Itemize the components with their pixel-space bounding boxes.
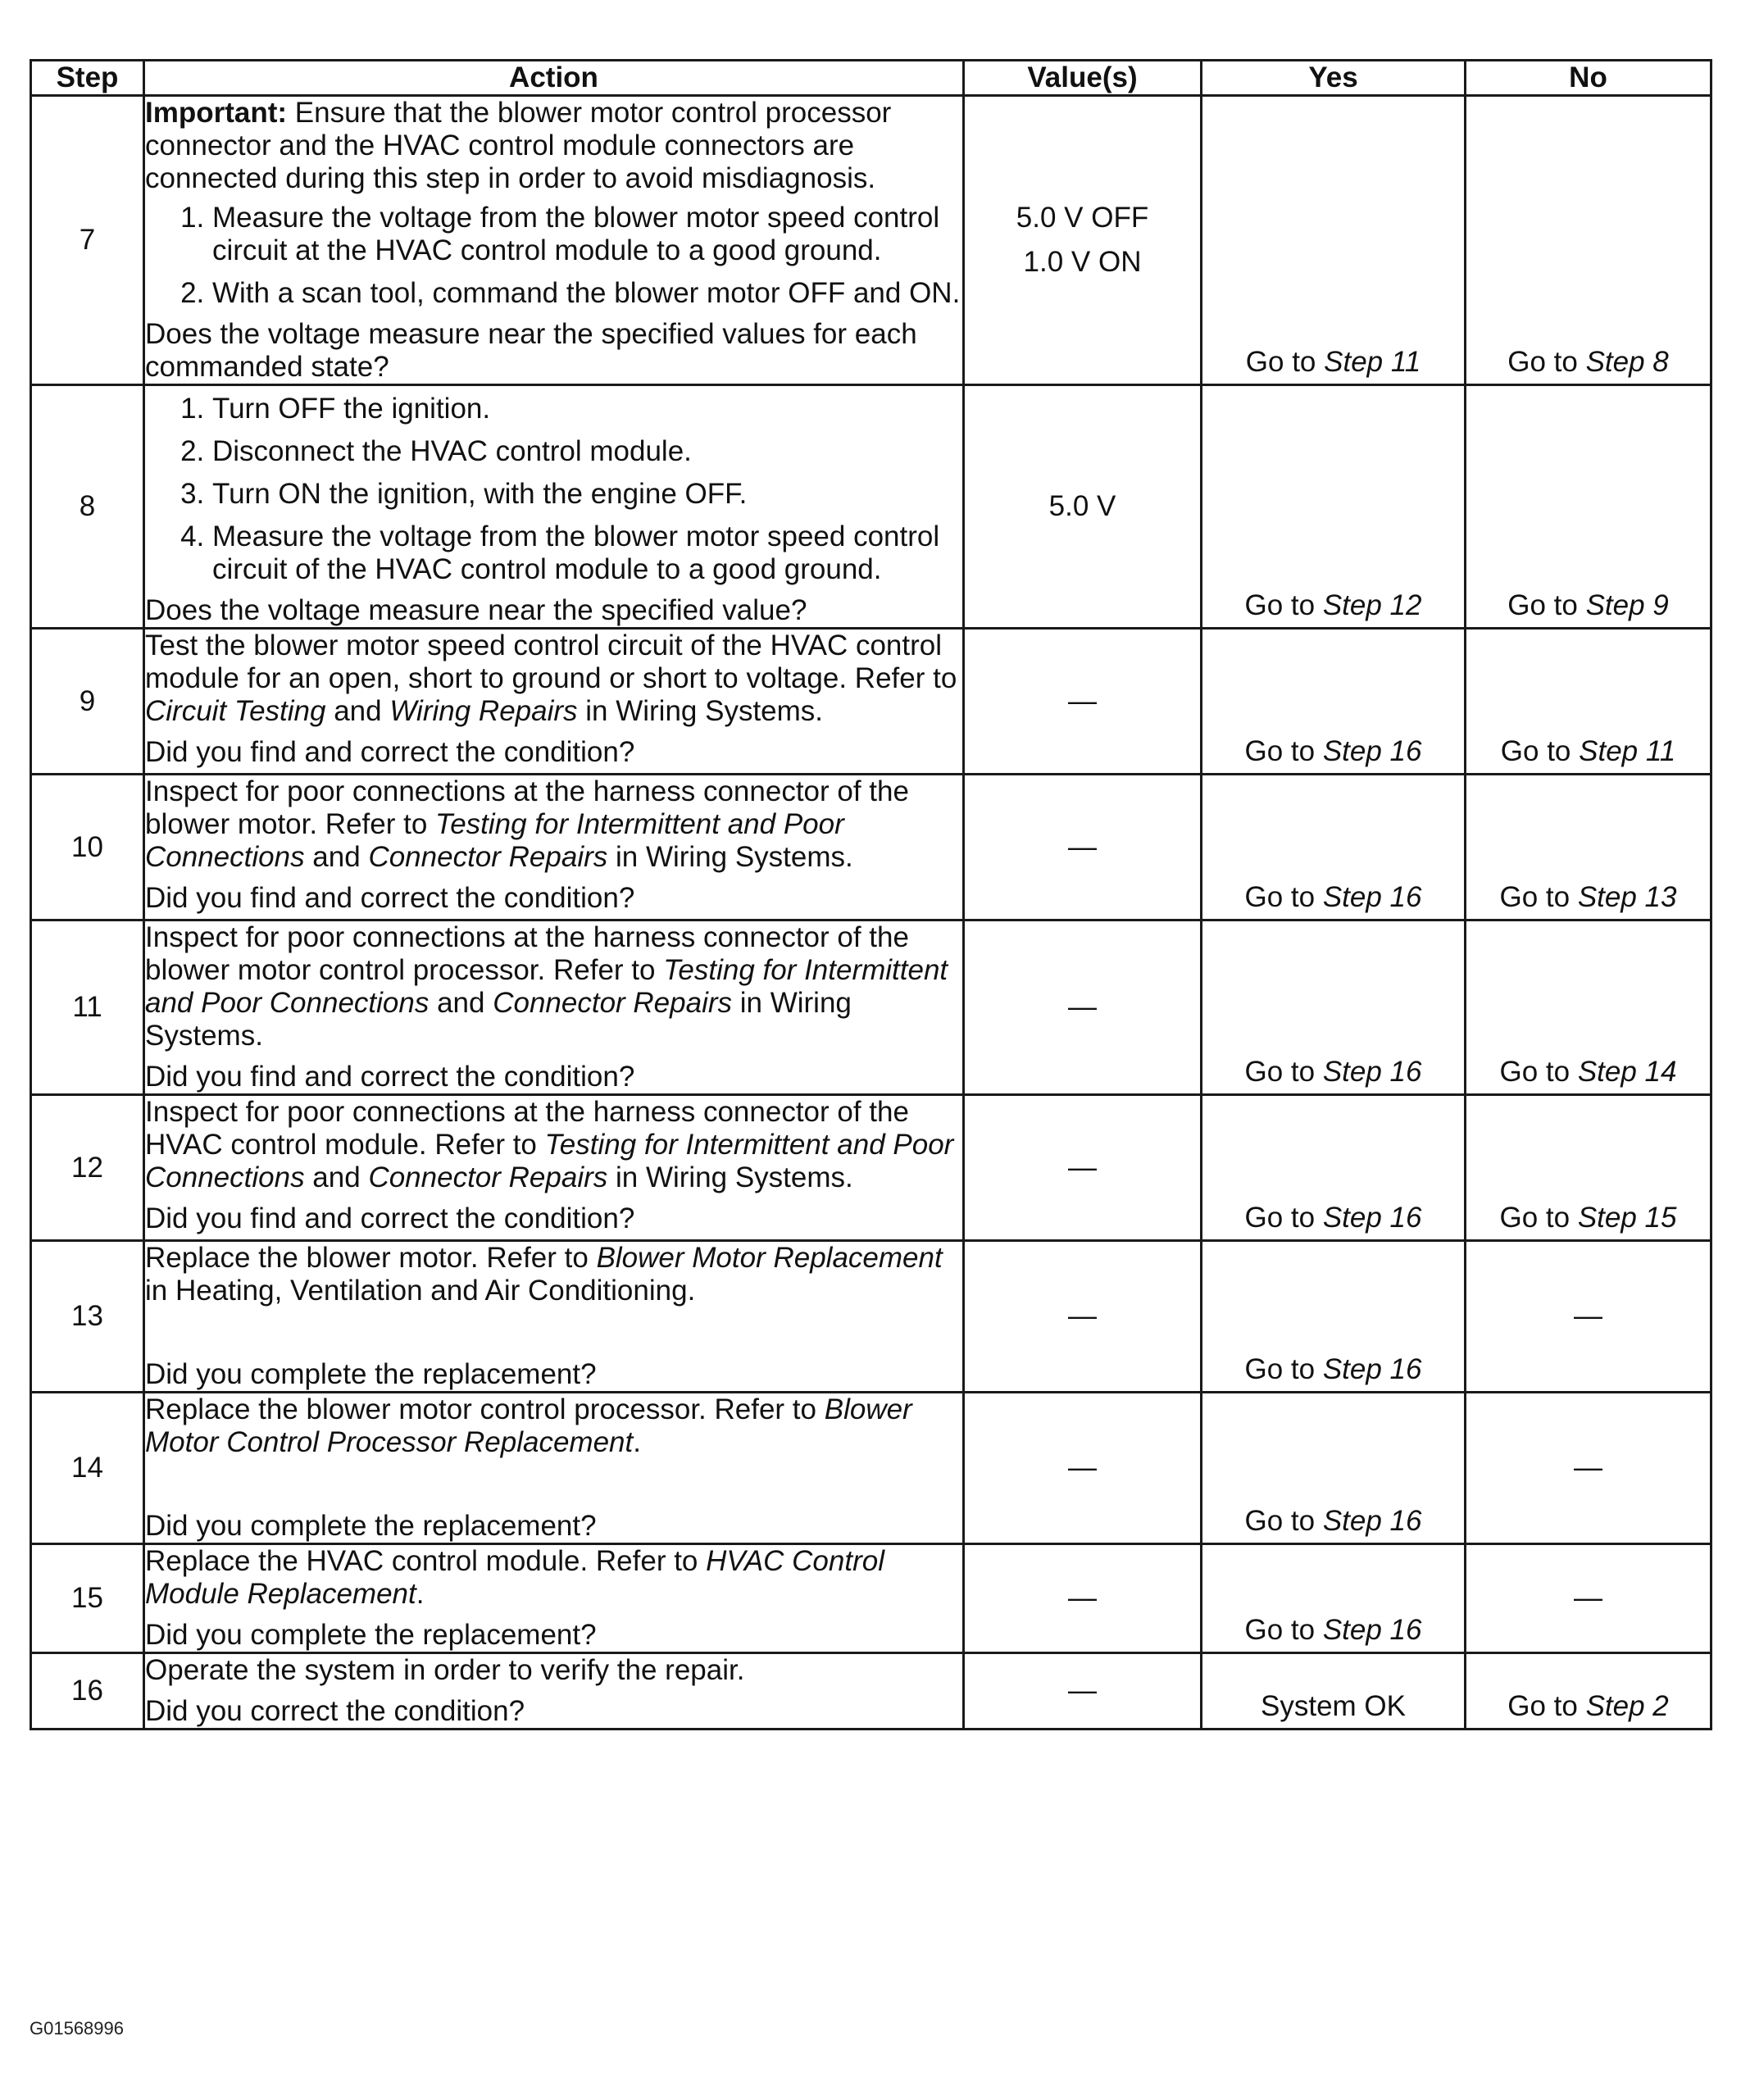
action-text — [145, 630, 962, 728]
question-text: Did you find and correct the condition? — [145, 882, 635, 914]
yes-cell — [1202, 1544, 1466, 1653]
action-text — [145, 775, 962, 874]
no-step-ref: Step 8 — [1585, 346, 1669, 378]
values-cell — [964, 1241, 1202, 1393]
table-row — [31, 920, 1711, 1095]
yes-result — [1202, 589, 1464, 627]
question-text: Did you complete the replacement? — [145, 1358, 597, 1390]
question-text: Does the voltage measure near the specified value? — [145, 594, 807, 626]
value-item: 5.0 V OFF — [1016, 202, 1149, 234]
yes-prefix: Go to — [1244, 1505, 1323, 1537]
value-item: — — [1068, 684, 1097, 717]
values-cell — [964, 1095, 1202, 1241]
no-step-ref: Step 11 — [1579, 735, 1676, 767]
no-cell — [1466, 385, 1711, 629]
values-cell — [964, 385, 1202, 629]
procedure-step: 3. Turn ON the ignition, with the engine OFF. — [212, 478, 962, 511]
procedure-step: 1. Measure the voltage from the blower motor speed control circuit at the HVAC control module to a good ground. — [212, 202, 962, 267]
yes-cell — [1202, 775, 1466, 920]
no-cell — [1466, 920, 1711, 1095]
procedure-step: 2. Disconnect the HVAC control module. — [212, 435, 962, 468]
value-item: — — [1068, 991, 1097, 1023]
yes-prefix: Go to — [1244, 735, 1323, 767]
action-text-segment: in Heating, Ventilation and Air Conditioning. — [145, 1275, 696, 1307]
action-cell — [144, 96, 964, 385]
question-text: Did you find and correct the condition? — [145, 1202, 635, 1234]
no-cell: — — [1466, 1544, 1711, 1653]
procedure-step: 2. With a scan tool, command the blower motor OFF and ON. — [212, 277, 962, 310]
yes-cell — [1202, 1241, 1466, 1393]
no-prefix: Go to — [1499, 1056, 1578, 1088]
step-number: 11 — [31, 920, 144, 1095]
step-number: 12 — [31, 1095, 144, 1241]
figure-code: G01568996 — [30, 2018, 124, 2039]
no-prefix: Go to — [1499, 1202, 1578, 1234]
yes-prefix: Go to — [1244, 1202, 1323, 1234]
yes-result — [1202, 881, 1464, 919]
table-row — [31, 1544, 1711, 1653]
question-text: Did you complete the replacement? — [145, 1510, 597, 1542]
values-cell — [964, 96, 1202, 385]
header-no: No — [1466, 61, 1711, 96]
values-cell — [964, 1653, 1202, 1730]
reference-link-text: Connector Repairs — [368, 841, 608, 873]
no-cell — [1466, 775, 1711, 920]
value-item: — — [1068, 1151, 1097, 1184]
values-cell — [964, 629, 1202, 775]
action-cell — [144, 1095, 964, 1241]
yes-cell — [1202, 96, 1466, 385]
procedure-list — [145, 393, 962, 586]
procedure-step: 1. Turn OFF the ignition. — [212, 393, 962, 425]
action-text-segment: Inspect for poor connections at the harness connector of the blower motor. Refer to — [145, 775, 909, 840]
values-cell — [964, 1393, 1202, 1544]
action-text-segment: Test the blower motor speed control circuit of the HVAC control module for an open, short to ground or short to voltage. Refer to — [145, 630, 957, 694]
values-cell — [964, 775, 1202, 920]
action-text-segment: in Wiring Systems. — [577, 695, 824, 727]
no-prefix: Go to — [1499, 881, 1578, 913]
no-result — [1466, 735, 1710, 773]
value-item: — — [1068, 1582, 1097, 1614]
action-text-segment: Inspect for poor connections at the harness connector of the blower motor control processor. Refer to — [145, 921, 909, 986]
yes-step-ref: Step 12 — [1322, 589, 1422, 621]
yes-result — [1202, 346, 1464, 384]
diagnostic-table — [30, 59, 1712, 1730]
table-body — [31, 96, 1711, 1730]
values-cell — [964, 1544, 1202, 1653]
important-text: Ensure that the blower motor control processor connector and the HVAC control module connectors are connected during this step in order to avoid misdiagnosis. — [145, 97, 892, 194]
yes-cell — [1202, 1095, 1466, 1241]
yes-result — [1202, 735, 1464, 773]
action-text-segment: Replace the blower motor. Refer to — [145, 1242, 597, 1274]
no-step-ref: Step 14 — [1577, 1056, 1677, 1088]
no-prefix: Go to — [1507, 589, 1586, 621]
no-result — [1466, 1056, 1710, 1093]
no-cell — [1466, 629, 1711, 775]
header-row — [31, 61, 1711, 96]
yes-step-ref: Step 16 — [1322, 1202, 1422, 1234]
step-number: 7 — [31, 96, 144, 385]
yes-cell — [1202, 385, 1466, 629]
procedure-list — [145, 202, 962, 310]
action-text-segment: and — [429, 987, 493, 1019]
header-step: Step — [31, 61, 144, 96]
yes-step-ref: Step 16 — [1322, 735, 1422, 767]
action-text — [145, 1393, 962, 1459]
step-number: 13 — [31, 1241, 144, 1393]
question-text: Did you find and correct the condition? — [145, 736, 635, 768]
action-text-segment: and — [304, 1161, 369, 1193]
action-cell — [144, 629, 964, 775]
important-label: Important: — [145, 97, 288, 129]
action-text-segment: Inspect for poor connections at the harness connector of the HVAC control module. Refer to — [145, 1096, 909, 1161]
no-cell — [1466, 1653, 1711, 1730]
yes-step-ref: Step 16 — [1322, 881, 1422, 913]
yes-prefix: Go to — [1244, 1353, 1323, 1385]
yes-step-ref: Step 16 — [1322, 1056, 1422, 1088]
action-cell — [144, 385, 964, 629]
reference-link-text: Testing for Intermittent and Poor Connections — [145, 808, 844, 873]
no-cell: — — [1466, 1393, 1711, 1544]
table-row — [31, 775, 1711, 920]
action-cell — [144, 920, 964, 1095]
no-step-ref: Step 2 — [1585, 1690, 1669, 1722]
no-prefix: Go to — [1500, 735, 1580, 767]
spacer — [145, 1307, 962, 1350]
question-text: Did you complete the replacement? — [145, 1619, 597, 1651]
table-row — [31, 1653, 1711, 1730]
reference-link-text: Connector Repairs — [493, 987, 733, 1019]
values-cell — [964, 920, 1202, 1095]
yes-result — [1202, 1202, 1464, 1239]
step-number: 16 — [31, 1653, 144, 1730]
no-result — [1466, 1202, 1710, 1239]
reference-link-text: Testing for Intermittent and Poor Connections — [145, 1129, 954, 1193]
action-text-segment: . — [416, 1578, 425, 1610]
no-cell: — — [1466, 1241, 1711, 1393]
action-text — [145, 1096, 962, 1194]
no-result — [1466, 346, 1710, 384]
value-item: — — [1068, 1300, 1097, 1332]
value-item: — — [1068, 1452, 1097, 1484]
reference-link-text: Circuit Testing — [145, 695, 326, 727]
reference-link-text: Blower Motor Replacement — [596, 1242, 943, 1274]
no-prefix: Go to — [1507, 346, 1586, 378]
action-text — [145, 921, 962, 1052]
no-result — [1466, 1690, 1710, 1728]
table-row — [31, 629, 1711, 775]
table-row — [31, 385, 1711, 629]
procedure-step: 4. Measure the voltage from the blower motor speed control circuit of the HVAC control module to a good ground. — [212, 520, 962, 586]
reference-link-text: Connector Repairs — [368, 1161, 608, 1193]
action-cell — [144, 1653, 964, 1730]
action-text — [145, 1654, 962, 1687]
action-cell — [144, 1393, 964, 1544]
value-item: 1.0 V ON — [1023, 246, 1142, 278]
no-cell — [1466, 96, 1711, 385]
yes-result — [1202, 1353, 1464, 1391]
table-row — [31, 1095, 1711, 1241]
table-row — [31, 96, 1711, 385]
yes-step-ref: Step 16 — [1322, 1505, 1422, 1537]
reference-link-text: HVAC Control Module Replacement — [145, 1545, 884, 1610]
reference-link-text: Testing for Intermittent and Poor Connections — [145, 954, 948, 1019]
action-text-segment: in Wiring Systems. — [145, 987, 852, 1052]
yes-cell — [1202, 920, 1466, 1095]
action-text-segment: Replace the HVAC control module. Refer to — [145, 1545, 707, 1577]
no-step-ref: Step 9 — [1585, 589, 1669, 621]
yes-cell — [1202, 1393, 1466, 1544]
reference-link-text: Wiring Repairs — [389, 695, 578, 727]
yes-cell — [1202, 1653, 1466, 1730]
yes-result — [1202, 1690, 1464, 1728]
spacer — [145, 1459, 962, 1502]
question-text: Does the voltage measure near the specified values for each commanded state? — [145, 318, 917, 383]
yes-prefix: Go to — [1245, 346, 1325, 378]
action-cell — [144, 775, 964, 920]
action-text-segment: Replace the blower motor control processor. Refer to — [145, 1393, 825, 1425]
action-text — [145, 1545, 962, 1611]
value-item: 5.0 V — [1048, 490, 1116, 522]
yes-prefix: Go to — [1244, 589, 1323, 621]
header-values: Value(s) — [964, 61, 1202, 96]
header-action: Action — [144, 61, 964, 96]
yes-prefix: Go to — [1244, 881, 1323, 913]
action-cell — [144, 1241, 964, 1393]
action-text — [145, 1242, 962, 1307]
no-cell — [1466, 1095, 1711, 1241]
action-text-segment: in Wiring Systems. — [607, 841, 853, 873]
step-number: 8 — [31, 385, 144, 629]
question-text: Did you correct the condition? — [145, 1695, 525, 1727]
action-text-segment: . — [633, 1426, 641, 1458]
yes-prefix: Go to — [1244, 1056, 1323, 1088]
step-number: 10 — [31, 775, 144, 920]
no-step-ref: Step 15 — [1577, 1202, 1677, 1234]
question-text: Did you find and correct the condition? — [145, 1061, 635, 1093]
important-note — [145, 97, 962, 195]
step-number: 9 — [31, 629, 144, 775]
action-text-segment: in Wiring Systems. — [607, 1161, 853, 1193]
yes-result — [1202, 1056, 1464, 1093]
action-text-segment: and — [325, 695, 390, 727]
yes-prefix: Go to — [1244, 1614, 1323, 1646]
step-number: 15 — [31, 1544, 144, 1653]
no-result — [1466, 589, 1710, 627]
value-item: — — [1068, 830, 1097, 863]
yes-step-ref: Step 16 — [1322, 1353, 1422, 1385]
value-item: — — [1068, 1675, 1097, 1707]
step-number: 14 — [31, 1393, 144, 1544]
yes-result — [1202, 1505, 1464, 1543]
yes-step-ref: Step 11 — [1324, 346, 1421, 378]
yes-cell — [1202, 629, 1466, 775]
yes-result — [1202, 1614, 1464, 1652]
no-result — [1466, 881, 1710, 919]
yes-text: System OK — [1261, 1690, 1406, 1722]
action-text-segment: and — [304, 841, 369, 873]
header-yes: Yes — [1202, 61, 1466, 96]
action-text-segment: Operate the system in order to verify the repair. — [145, 1654, 745, 1686]
reference-link-text: Blower Motor Control Processor Replacement — [145, 1393, 912, 1458]
table-row — [31, 1241, 1711, 1393]
table-row — [31, 1393, 1711, 1544]
action-cell — [144, 1544, 964, 1653]
no-step-ref: Step 13 — [1577, 881, 1677, 913]
yes-step-ref: Step 16 — [1322, 1614, 1422, 1646]
no-prefix: Go to — [1507, 1690, 1586, 1722]
